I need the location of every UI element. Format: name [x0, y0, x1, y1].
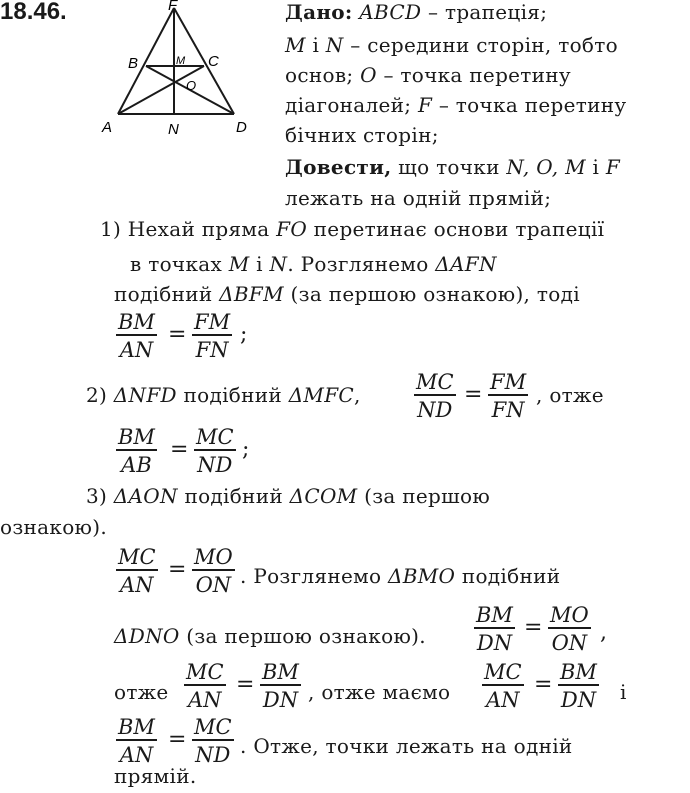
label-B: B — [128, 55, 139, 72]
conclusion-line-1: . Отже, точки лежать на одній — [240, 734, 573, 758]
label-M: M — [176, 55, 186, 67]
conclusion-line-2: прямій. — [114, 764, 197, 788]
equals-sign: = — [464, 382, 483, 407]
fraction: $\frac{BM}{DN}$ — [262, 660, 299, 712]
fraction: $\frac{BM}{AN}$ — [118, 715, 155, 767]
step3-therefore: отже — [114, 680, 169, 704]
label-F: F — [168, 0, 178, 14]
fraction: $\frac{MC}{AN}$ — [186, 660, 224, 712]
equals-sign: = — [534, 672, 553, 697]
fraction: $\frac{BM}{AB}$ — [118, 425, 155, 477]
step3-thus-have: , отже маємо — [308, 680, 451, 704]
fraction: $\frac{MC}{AN}$ — [118, 545, 156, 597]
label-N: N — [168, 121, 179, 138]
given-line-1: Дано: ABCD – трапеція; — [285, 0, 548, 24]
label-C: C — [208, 53, 219, 70]
label-D: D — [236, 119, 247, 136]
prove-line-2: лежать на одній прямій; — [285, 186, 552, 210]
given-line-2: M і N – середини сторін, тобто — [285, 33, 618, 57]
problem-number: 18.46. — [0, 0, 67, 25]
equals-sign: = — [236, 672, 255, 697]
fraction: $\frac{FM}{FN}$ — [194, 310, 231, 362]
equals-sign: = — [170, 437, 189, 462]
trapezoid-figure — [100, 0, 260, 140]
step3-line-1: 3) ΔAON подібний ΔCOM (за першою — [86, 484, 491, 508]
fraction: $\frac{MC}{AN}$ — [484, 660, 522, 712]
fraction: $\frac{MC}{ND}$ — [416, 370, 454, 422]
fraction: $\frac{BM}{AN}$ — [118, 310, 155, 362]
step2-line-1: 2) ΔNFD подібний ΔMFC, — [86, 383, 361, 407]
step3-consider: . Розглянемо ΔBMO подібний — [240, 564, 561, 588]
fraction: $\frac{MO}{ON}$ — [194, 545, 233, 597]
given-line-3: основ; O – точка перетину — [285, 63, 572, 87]
given-line-4: діагоналей; F – точка перетину — [285, 93, 627, 117]
step1-line-2: в точках M і N. Розглянемо ΔAFN — [130, 252, 497, 276]
step1-line-3: подібний ΔBFM (за першою ознакою), тоді — [114, 282, 580, 306]
semicolon: ; — [240, 322, 248, 347]
label-A: A — [102, 119, 113, 136]
equals-sign: = — [524, 615, 543, 640]
given-line-5: бічних сторін; — [285, 123, 439, 147]
fraction: $\frac{MC}{ND}$ — [194, 715, 232, 767]
semicolon: ; — [242, 437, 250, 462]
conjunction-i: і — [620, 680, 627, 704]
fraction: $\frac{BM}{DN}$ — [476, 603, 513, 655]
step1-line-1: 1) Нехай пряма FO перетинає основи трапеції — [100, 217, 605, 241]
step3-line-2: ознакою). — [0, 515, 108, 539]
step3-line-4: ΔDNO (за першою ознакою). — [114, 624, 426, 648]
prove-line-1: Довести, що точки N, O, M і F — [285, 155, 621, 179]
label-O: O — [186, 78, 197, 93]
fraction: $\frac{MC}{ND}$ — [196, 425, 234, 477]
fraction: $\frac{MO}{ON}$ — [550, 603, 589, 655]
equals-sign: = — [168, 322, 187, 347]
equals-sign: = — [168, 557, 187, 582]
fraction: $\frac{FM}{FN}$ — [490, 370, 527, 422]
fraction: $\frac{BM}{DN}$ — [560, 660, 597, 712]
equals-sign: = — [168, 727, 187, 752]
comma: , — [600, 620, 607, 645]
step2-therefore: , отже — [536, 383, 604, 407]
